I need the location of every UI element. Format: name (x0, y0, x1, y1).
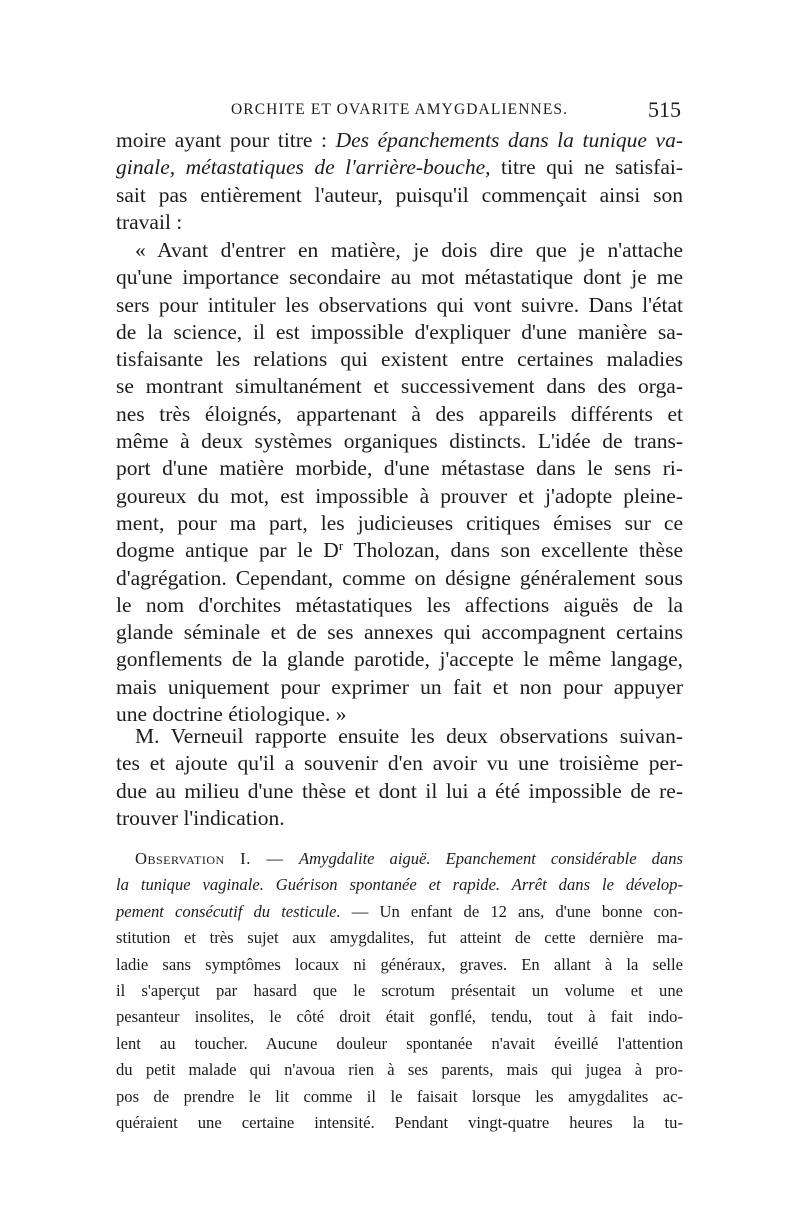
doctor-superscript: r (338, 539, 344, 554)
italic-title: Des épanchements dans la tunique va- (335, 128, 683, 152)
text-line: gonflements de la glande parotide, j'accepte le même langage, (116, 647, 683, 672)
text-line: goureux du mot, est impossible à prouver et j'adopte pleine- (116, 483, 683, 508)
text-line: sait pas entièrement l'auteur, puisqu'il commençait ainsi son (116, 182, 683, 207)
page-number: 515 (648, 97, 681, 122)
text-line: pos de prendre le lit comme il le faisait lorsque les amygdalites ac- (116, 1086, 683, 1106)
text-line: mais uniquement pour exprimer un fait et non pour appuyer (116, 674, 683, 699)
running-title: ORCHITE ET OVARITE AMYGDALIENNES. (231, 101, 569, 118)
text-line: M. Verneuil rapporte ensuite les deux observations suivan- (135, 724, 683, 748)
text-line: port d'une matière morbide, d'une métastase dans le sens ri- (116, 456, 683, 481)
text-line: ladie sans symptômes locaux ni généraux, graves. En allant à la selle (116, 954, 683, 974)
text-line: ment, pour ma part, les judicieuses critiques émises sur ce (116, 510, 683, 535)
text-line: du petit malade qui n'avoua rien à ses parents, mais qui jugea à pro- (116, 1060, 683, 1080)
text-line: dogme antique par le $D^r$ Tholozan, dans son excellente thèse (116, 538, 684, 563)
text-line: due au milieu d'une thèse et dont il lui a été impossible de re- (116, 778, 683, 803)
text-line: le nom d'orchites métastatiques les affections aiguës de la (116, 592, 683, 617)
text-line: même à deux systèmes organiques distincts. L'idée de trans- (116, 429, 683, 454)
text-line: tes et ajoute qu'il a souvenir d'en avoir vu une troisième per- (116, 751, 683, 776)
text-line: stitution et très sujet aux amygdalites, fut atteint de cette dernière ma- (116, 928, 683, 948)
text-line: se montrant simultanément et successivement dans des orga- (116, 374, 683, 399)
text-line: d'agrégation. Cependant, comme on désigne généralement sous (116, 565, 683, 590)
observation-heading-line: Observation I. — Amygdalite aiguë. Epanchement considérable dans (135, 849, 683, 868)
text-line: travail : (116, 209, 183, 234)
text-line: tisfaisante les relations qui existent entre certaines maladies (116, 347, 683, 372)
observation-heading-line: la tunique vaginale. Guérison spontanée et rapide. Arrêt dans le dévelop- (116, 875, 683, 895)
text-line: trouver l'indication. (116, 805, 285, 830)
text-line: il s'aperçut par hasard que le scrotum présentait un volume et une (116, 980, 683, 1000)
paragraph-verneuil (116, 723, 683, 832)
italic-title: ginale, métastatiques de l'arrière-bouche, (116, 155, 491, 180)
text-line: ginale, métastatiques de l'arrière-bouche, titre qui ne satisfai- (116, 155, 684, 180)
text-line: lent au toucher. Aucune douleur spontanée n'avait éveillé l'attention (116, 1033, 683, 1053)
paragraph-intro (116, 127, 683, 236)
page-header (116, 97, 683, 125)
text-line: une doctrine étiologique. » (116, 702, 347, 727)
text-line: pesanteur insolites, le côté droit était gonflé, tendu, tout à fait indo- (116, 1007, 683, 1027)
text-line: moire ayant pour titre : Des épanchements dans la tunique va- (116, 128, 683, 152)
text-line: nes très éloignés, appartenant à des appareils différents et (116, 401, 683, 426)
text-line: de la science, il est impossible d'expliquer d'une manière sa- (116, 319, 683, 344)
observation-label: Observation I. — (135, 849, 299, 868)
text-line: sers pour intituler les observations qui vont suivre. Dans l'état (116, 292, 683, 317)
text-line: quéraient une certaine intensité. Pendant vingt-quatre heures la tu- (116, 1112, 683, 1132)
observation-heading-line: pement consécutif du testicule. — Un enfant de 12 ans, d'une bonne con- (116, 901, 684, 921)
paragraph-quotation (116, 237, 683, 728)
text-line: « Avant d'entrer en matière, je dois dire que je n'attache (135, 238, 683, 262)
text-line: glande séminale et de ses annexes qui accompagnent certains (116, 620, 683, 645)
observation-section (116, 846, 683, 1136)
text-line: qu'une importance secondaire au mot métastatique dont je me (116, 265, 683, 290)
